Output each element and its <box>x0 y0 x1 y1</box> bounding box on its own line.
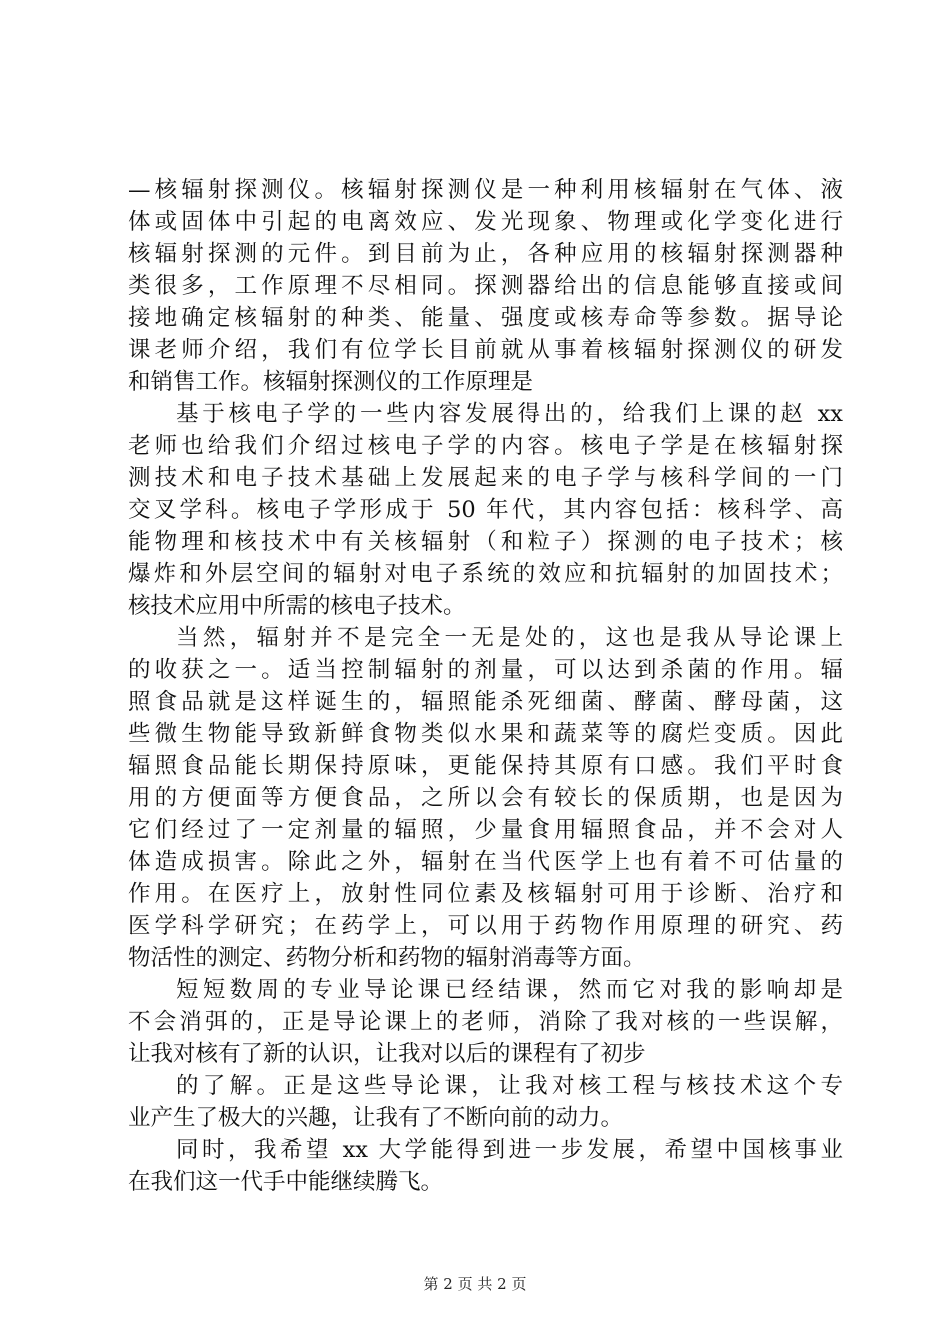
text-line: 在我们这一代手中能继续腾飞。 <box>128 1169 444 1195</box>
paragraph-start-line: 同时，我希望 xx 大学能得到进一步发展，希望中国核事业 <box>176 1137 843 1163</box>
text-line: 作用。在医疗上，放射性同位素及核辐射可用于诊断、治疗和 <box>128 881 843 907</box>
document-body <box>128 174 843 1198</box>
text-line: 能物理和核技术中有关核辐射（和粒子）探测的电子技术；核 <box>128 529 843 555</box>
text-line: 体造成损害。除此之外，辐射在当代医学上也有着不可估量的 <box>128 849 843 875</box>
text-line: 医学科学研究；在药学上，可以用于药物作用原理的研究、药 <box>128 913 843 939</box>
paragraph-start-line: 短短数周的专业导论课已经结课，然而它对我的影响却是 <box>176 977 843 1003</box>
text-line: 的收获之一。适当控制辐射的剂量，可以达到杀菌的作用。辐 <box>128 657 843 683</box>
text-line: 照食品就是这样诞生的，辐照能杀死细菌、酵菌、酵母菌，这 <box>128 689 843 715</box>
text-line: —核辐射探测仪。核辐射探测仪是一种利用核辐射在气体、液 <box>128 177 843 203</box>
text-line: 核辐射探测的元件。到目前为止，各种应用的核辐射探测器种 <box>128 241 843 267</box>
text-line: 类很多，工作原理不尽相同。探测器给出的信息能够直接或间 <box>128 273 843 299</box>
text-line: 课老师介绍，我们有位学长目前就从事着核辐射探测仪的研发 <box>128 337 843 363</box>
text-line: 些微生物能导致新鲜食物类似水果和蔬菜等的腐烂变质。因此 <box>128 721 843 747</box>
text-line: 核技术应用中所需的核电子技术。 <box>128 593 466 619</box>
paragraph-start-line: 的了解。正是这些导论课，让我对核工程与核技术这个专 <box>176 1073 843 1099</box>
text-line: 接地确定核辐射的种类、能量、强度或核寿命等参数。据导论 <box>128 305 843 331</box>
text-line: 不会消弭的，正是导论课上的老师，消除了我对核的一些误解， <box>128 1009 843 1035</box>
text-line: 物活性的测定、药物分析和药物的辐射消毒等方面。 <box>128 945 646 971</box>
text-line: 业产生了极大的兴趣，让我有了不断向前的动力。 <box>128 1105 624 1131</box>
paragraph-start-line: 基于核电子学的一些内容发展得出的，给我们上课的赵 xx <box>176 401 843 427</box>
text-line: 辐照食品能长期保持原味，更能保持其原有口感。我们平时食 <box>128 753 843 779</box>
text-line: 爆炸和外层空间的辐射对电子系统的效应和抗辐射的加固技术； <box>128 561 843 587</box>
text-line: 老师也给我们介绍过核电子学的内容。核电子学是在核辐射探 <box>128 433 843 459</box>
page-footer: 第 2 页 共 2 页 <box>423 1275 527 1293</box>
text-line: 测技术和电子技术基础上发展起来的电子学与核科学间的一门 <box>128 465 843 491</box>
text-line: 和销售工作。核辐射探测仪的工作原理是 <box>128 369 534 395</box>
text-line: 体或固体中引起的电离效应、发光现象、物理或化学变化进行 <box>128 209 843 235</box>
paragraph-start-line: 当然，辐射并不是完全一无是处的，这也是我从导论课上 <box>176 625 843 651</box>
text-line: 让我对核有了新的认识，让我对以后的课程有了初步 <box>128 1041 646 1067</box>
text-line: 它们经过了一定剂量的辐照，少量食用辐照食品，并不会对人 <box>128 817 843 843</box>
text-line: 交叉学科。核电子学形成于 50 年代，其内容包括：核科学、高 <box>128 497 843 523</box>
text-line: 用的方便面等方便食品，之所以会有较长的保质期，也是因为 <box>128 785 843 811</box>
